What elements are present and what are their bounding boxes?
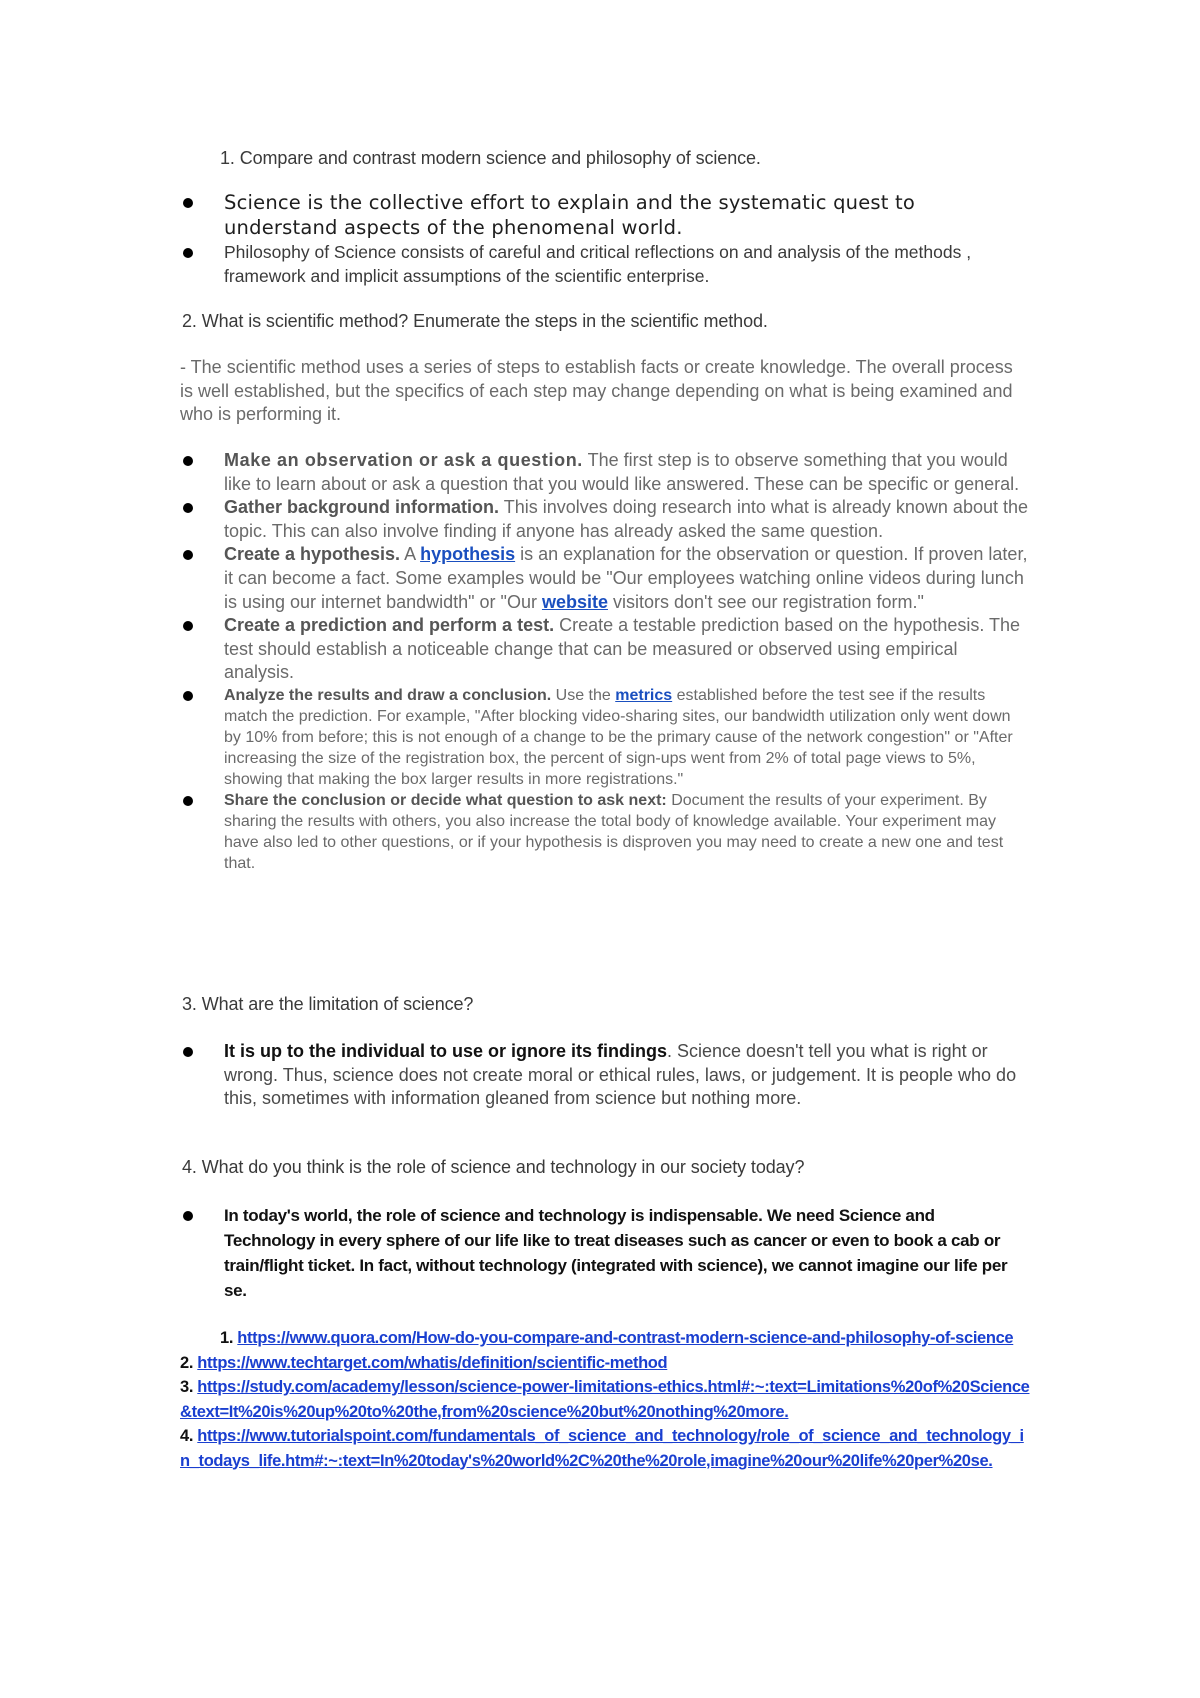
bullet-icon xyxy=(183,503,193,513)
limitation-text: . Science doesn't tell you what is right or wrong. Thus, science does not create moral or ethical rules, laws, or judgement. It is people who do this, sometimes with information gleaned from science but nothing more. xyxy=(224,1041,1017,1109)
step-heading: Analyze the results and draw a conclusion. xyxy=(224,686,552,704)
question-2-intro: - The scientific method uses a series of steps to establish facts or create knowledge. The overall process is well established, but the specifics of each step may change depending on what is being examined and who is performing it. xyxy=(180,357,1013,425)
reference-item: 3. https://study.com/academy/lesson/science-power-limitations-ethics.html#:~:text=Limitations%20of%20Science&text=It%20is%20up%20to%20the,from%20science%20but%20nothing%20more. xyxy=(180,1378,1030,1421)
science-definition: Science is the collective effort to explain and the systematic quest to understand aspects of the phenomenal world. xyxy=(224,191,916,239)
step-text: Document the results of your experiment. By sharing the results with others, you also increase the total body of knowledge available. Your experiment may have also led to other questions, or if your hypothesis is disproven you may need to create a new one and test that. xyxy=(224,791,1004,872)
metrics-link[interactable]: metrics xyxy=(615,686,673,704)
step-text: The first step is to observe something that you would like to learn about or ask a question that you would like answered. These can be specific or general. xyxy=(224,450,1020,494)
list-item xyxy=(180,449,1030,496)
bullet-icon xyxy=(183,550,193,560)
hypothesis-link[interactable]: hypothesis xyxy=(420,544,516,565)
reference-item: 2. https://www.techtarget.com/whatis/definition/scientific-method xyxy=(180,1353,668,1372)
question-2-title: 2. What is scientific method? Enumerate the steps in the scientific method. xyxy=(182,311,768,331)
reference-item: 4. https://www.tutorialspoint.com/fundamentals_of_science_and_technology/role_of_science_and_technology_in_todays_life.htm#:~:text=In%20today's%20world%2C%20the%20role,imagine%20our%20life%20per%20se. xyxy=(180,1427,1024,1470)
list-item xyxy=(180,1040,1030,1111)
question-1-title: 1. Compare and contrast modern science and philosophy of science. xyxy=(220,148,761,168)
limitation-heading: It is up to the individual to use or ignore its findings xyxy=(224,1041,668,1061)
reference-link[interactable]: https://www.techtarget.com/whatis/definition/scientific-method xyxy=(197,1353,668,1372)
bullet-icon xyxy=(183,691,193,701)
step-heading: Create a hypothesis. xyxy=(224,544,401,565)
list-item: Analyze the results and draw a conclusion. Use the metrics established before the test see if the results match the prediction. For example, "After blocking video-sharing sites, our bandwidth utilization only went down by 10% from before; this is not enough of a change to be the primary cause of the network congestion" or "After increasing the size of the registration box, the percent of sign-ups went from 2% of total page views to 5%, showing that making the box larger results in more registrations." xyxy=(180,685,1030,790)
list-item xyxy=(180,496,1030,543)
step-heading: Share the conclusion or decide what question to ask next: xyxy=(224,791,667,809)
bullet-icon xyxy=(183,796,193,806)
list-item xyxy=(180,241,1030,288)
step-text: This involves doing research into what is already known about the topic. This can also involve finding if anyone has already asked the same question. xyxy=(224,497,1029,541)
list-item xyxy=(180,614,1030,685)
list-item: Create a hypothesis. A hypothesis is an explanation for the observation or question. If proven later, it can become a fact. Some examples would be "Our employees watching online videos during lunch is using our internet bandwidth" or "Our website visitors don't see our registration form." xyxy=(180,543,1030,614)
question-3-bullets xyxy=(180,1040,1030,1111)
question-1-bullets xyxy=(180,190,1030,288)
reference-item: 1. https://www.quora.com/How-do-you-compare-and-contrast-modern-science-and-philosophy-of-science xyxy=(220,1329,1014,1347)
bullet-icon xyxy=(183,1047,193,1057)
bullet-icon xyxy=(183,1211,193,1221)
list-item xyxy=(180,790,1030,874)
step-heading: Gather background information. xyxy=(224,497,500,518)
step-text: Create a testable prediction based on the hypothesis. The test should establish a noticeable change that can be measured or observed using empirical analysis. xyxy=(224,615,1021,683)
question-4-title: 4. What do you think is the role of science and technology in our society today? xyxy=(182,1157,805,1177)
bullet-icon xyxy=(183,198,193,208)
role-answer: In today's world, the role of science and technology is indispensable. We need Science and Technology in every sphere of our life like to treat diseases such as cancer or even to book a cab or train/flight ticket. In fact, without technology (integrated with science), we cannot imagine our life per se. xyxy=(224,1206,1008,1300)
question-3-title: 3. What are the limitation of science? xyxy=(182,994,474,1014)
reference-link[interactable]: https://www.quora.com/How-do-you-compare-and-contrast-modern-science-and-philosophy-of-science xyxy=(237,1329,1014,1347)
list-item xyxy=(180,1203,1030,1303)
question-4-bullets xyxy=(180,1203,1030,1303)
references xyxy=(180,1326,1030,1473)
bullet-icon xyxy=(183,248,193,258)
website-link[interactable]: website xyxy=(541,591,608,612)
philosophy-definition: Philosophy of Science consists of careful and critical reflections on and analysis of the methods , framework and implicit assumptions of the scientific enterprise. xyxy=(224,242,972,286)
reference-link[interactable]: https://study.com/academy/lesson/science-power-limitations-ethics.html#:~:text=Limitations%20of%20Science&text=It%20is%20up%20to%20the,from%20science%20but%20nothing%20more. xyxy=(180,1378,1030,1421)
scientific-method-steps xyxy=(180,449,1030,874)
bullet-icon xyxy=(183,456,193,466)
reference-link[interactable]: https://www.tutorialspoint.com/fundamentals_of_science_and_technology/role_of_science_and_technology_in_todays_life.htm#:~:text=In%20today's%20world%2C%20the%20role,imagine%20our%20life%20per%20se. xyxy=(180,1427,1024,1470)
bullet-icon xyxy=(183,621,193,631)
step-heading: Create a prediction and perform a test. xyxy=(224,615,555,636)
list-item xyxy=(180,190,1030,240)
step-heading: Make an observation or ask a question. xyxy=(224,450,583,470)
